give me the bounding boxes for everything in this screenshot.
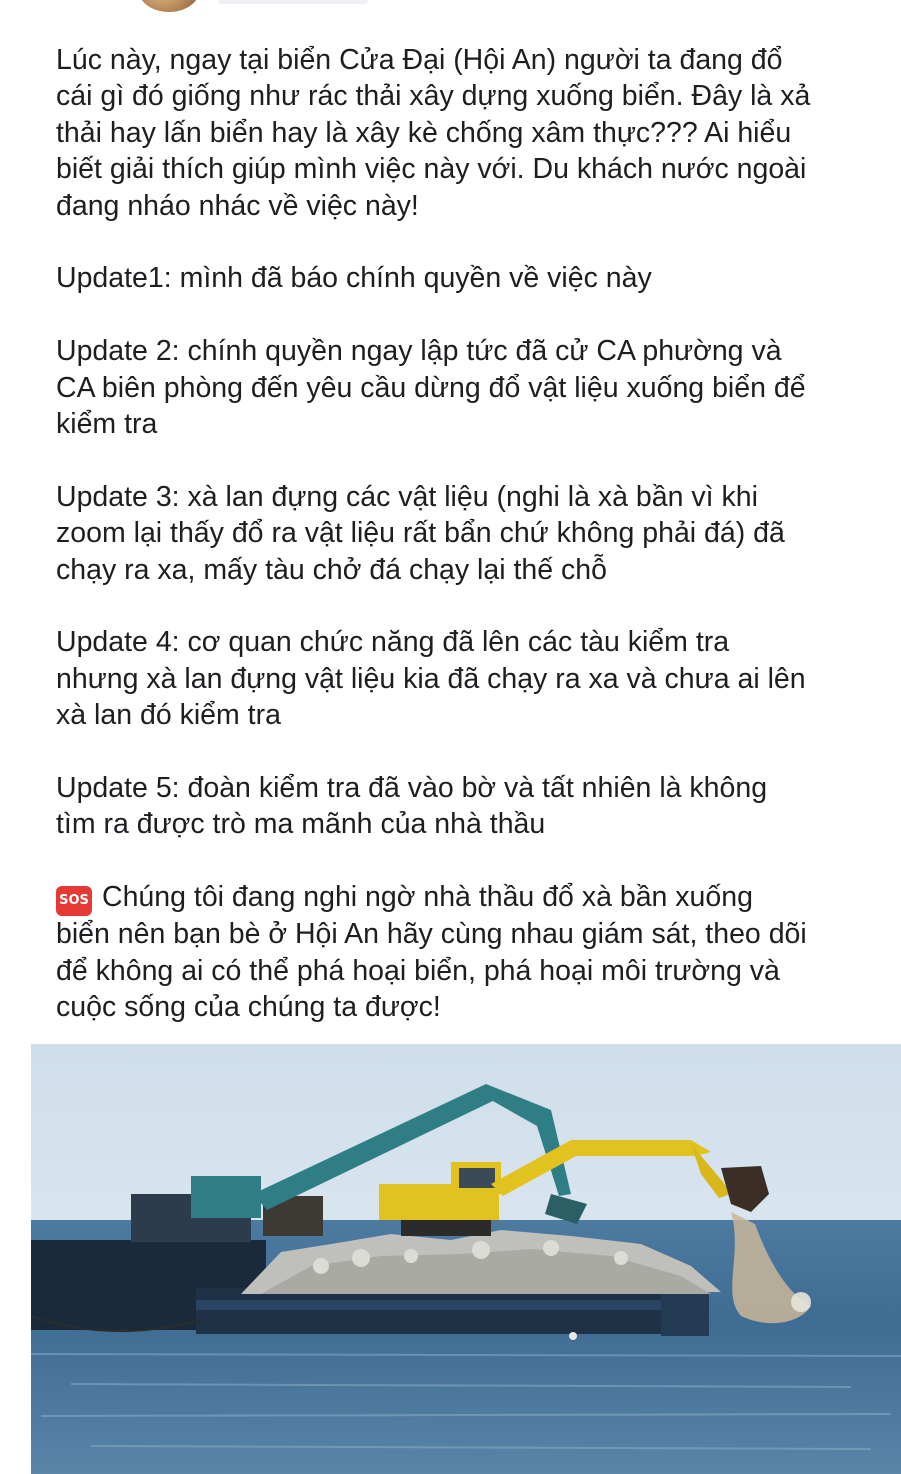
avatar[interactable]: [138, 0, 200, 12]
post-paragraph-update-1: Update1: mình đã báo chính quyền về việc này: [56, 262, 652, 295]
post-header-cropped: [0, 0, 901, 22]
post-paragraph-intro: Lúc này, ngay tại biển Cửa Đại (Hội An) người ta đang đổ cái gì đó giống như rác thải xây dựng xuống biển. Đây là xả thải hay lấn biển hay là xây kè chống xâm thực??? Ai hiểu biết giải thích giúp mình việc này với. Du khách nước ngoài đang nháo nhác về việc này!: [56, 44, 811, 222]
post-meta-placeholder: [218, 0, 368, 4]
post-photo[interactable]: [31, 1044, 901, 1474]
sos-icon: SOS: [56, 886, 92, 916]
post-paragraph-update-2: Update 2: chính quyền ngay lập tức đã cử CA phường và CA biên phòng đến yêu cầu dừng đổ vật liệu xuống biển để kiểm tra: [56, 335, 806, 441]
post-paragraph-update-5: Update 5: đoàn kiểm tra đã vào bờ và tất nhiên là không tìm ra được trò ma mãnh của nhà thầu: [56, 772, 768, 841]
photo-barge-excavators: [31, 1044, 901, 1474]
post-paragraph-update-4: Update 4: cơ quan chức năng đã lên các tàu kiểm tra nhưng xà lan đựng vật liệu kia đã chạy ra xa và chưa ai lên xà lan đó kiểm tra: [56, 626, 806, 732]
post-paragraph-update-3: Update 3: xà lan đựng các vật liệu (nghi là xà bần vì khi zoom lại thấy đổ ra vật liệu rất bẩn chứ không phải đá) đã chạy ra xa, mấy tàu chở đá chạy lại thế chỗ: [56, 480, 785, 586]
sos-paragraph-text: Chúng tôi đang nghi ngờ nhà thầu đổ xà bần xuống biển nên bạn bè ở Hội An hãy cùng nhau giám sát, theo dõi để không ai có thể phá hoại biển, phá hoại môi trường và cuộc sống của chúng ta được!: [56, 881, 807, 1024]
post-paragraph-sos: [56, 879, 886, 1025]
post-body: [56, 42, 886, 1025]
